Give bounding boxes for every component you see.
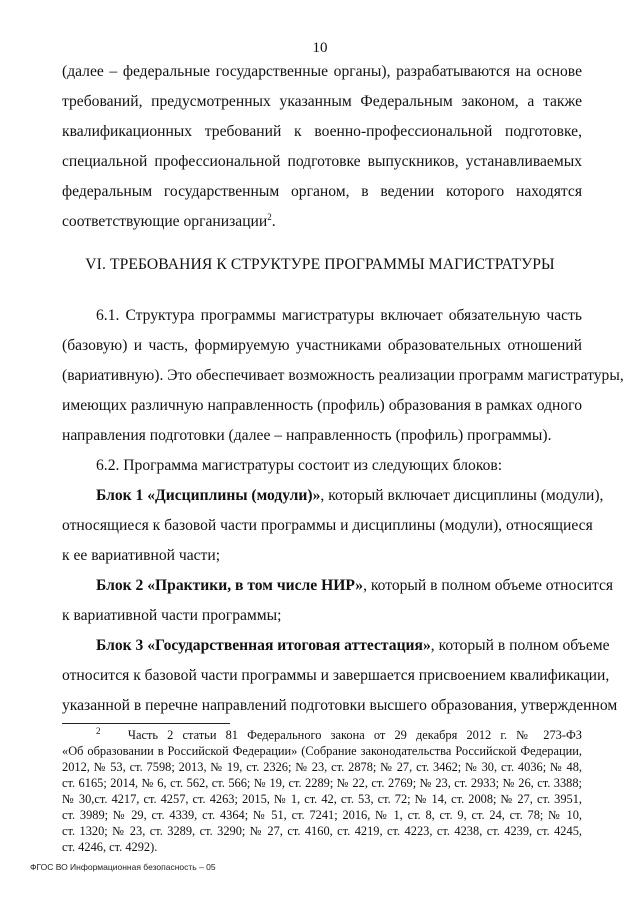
footnote-mark: 2 [96, 725, 101, 736]
body-line: требований, предусмотренных указанным Федеральным законом, а также [62, 93, 582, 110]
body-text: . [271, 213, 276, 230]
body-line: к ее вариативной части; [62, 547, 221, 564]
body-line: (вариативную). Это обеспечивает возможность реализации программ магистратуры, [62, 367, 624, 384]
block-2-title: Блок 2 «Практики, в том числе НИР» [96, 577, 364, 594]
footnote-line: «Об образовании в Российской Федерации» (Собрание законодательства Российской Федерации, [62, 744, 582, 758]
footnote-line: ст. 1320; № 23, ст. 3289, ст. 3290; № 27, ст. 4160, ст. 4219, ст. 4223, ст. 4238, ст. 4239, ст. 4245, [62, 824, 582, 838]
body-line: к вариативной части программы; [62, 607, 282, 624]
block-2-line [96, 576, 614, 596]
footnote-line: № 30,ст. 4217, ст. 4257, ст. 4263; 2015, № 1, ст. 42, ст. 53, ст. 72; № 14, ст. 2008; № 27, ст. 3951, [62, 792, 582, 806]
block-3-title: Блок 3 «Государственная итоговая аттестация» [96, 637, 431, 654]
body-line: имеющих различную направленность (профиль) образования в рамках одного [62, 397, 582, 414]
footnote-text: Часть 2 статьи 81 Федерального закона от 29 декабря 2012 г. № 273-ФЗ [127, 728, 582, 742]
footnote-line: ст. 6165; 2014, № 6, ст. 562, ст. 566; № 19, ст. 2289; № 22, ст. 2769; № 23, ст. 2933; № 26, ст. 3388; [62, 776, 582, 790]
page-number: 10 [312, 40, 328, 56]
body-line: (далее – федеральные государственные органы), разрабатываются на основе [62, 63, 582, 80]
body-line: относится к базовой части программы и завершается присвоением квалификации, [62, 667, 610, 684]
body-line: квалификационных требований к военно-профессиональной подготовке, [62, 123, 582, 140]
body-line: относящиеся к базовой части программы и дисциплины (модули), относящиеся [62, 517, 593, 534]
body-line: указанной в перечне направлений подготовки высшего образования, утвержденном [62, 697, 618, 714]
body-text: , который в полном объеме [430, 637, 610, 654]
block-1-line [96, 486, 604, 506]
section-heading: VI. ТРЕБОВАНИЯ К СТРУКТУРЕ ПРОГРАММЫ МАГИСТРАТУРЫ [85, 256, 555, 273]
page-footer: ФГОС ВО Информационная безопасность – 05 [30, 862, 216, 872]
body-line: 6.2. Программа магистратуры состоит из следующих блоков: [96, 457, 503, 474]
body-line: федеральным государственным органом, в ведении которого находятся [62, 183, 582, 200]
body-text: соответствующие организации [62, 213, 268, 230]
footnote-line: ст. 3989; № 29, ст. 4339, ст. 4364; № 51, ст. 7241; 2016, № 1, ст. 8, ст. 9, ст. 24, ст. 78; № 10, [62, 808, 582, 822]
body-line: специальной профессиональной подготовке выпускников, устанавливаемых [62, 153, 582, 170]
body-text: , который включает дисциплины (модули), [320, 487, 604, 504]
footnote-line: ст. 4246, ст. 4292). [62, 840, 158, 854]
block-1-title: Блок 1 «Дисциплины (модули)» [96, 487, 321, 504]
body-line [62, 212, 582, 232]
block-3-line [96, 636, 610, 656]
body-text: , который в полном объеме относится [363, 577, 614, 594]
body-line: направления подготовки (далее – направленность (профиль) программы). [62, 427, 552, 444]
body-line: (базовую) и часть, формируемую участниками образовательных отношений [62, 337, 582, 354]
body-line: 6.1. Структура программы магистратуры включает обязательную часть [96, 307, 582, 324]
footnote-line: 2012, № 53, ст. 7598; 2013, № 19, ст. 2326; № 23, ст. 2878; № 27, ст. 3462; № 30, ст. 4036; № 48, [62, 760, 582, 774]
footnote-reference[interactable]: 2 [267, 211, 272, 222]
footnote-rule [62, 723, 230, 724]
footnote-line [96, 725, 582, 744]
